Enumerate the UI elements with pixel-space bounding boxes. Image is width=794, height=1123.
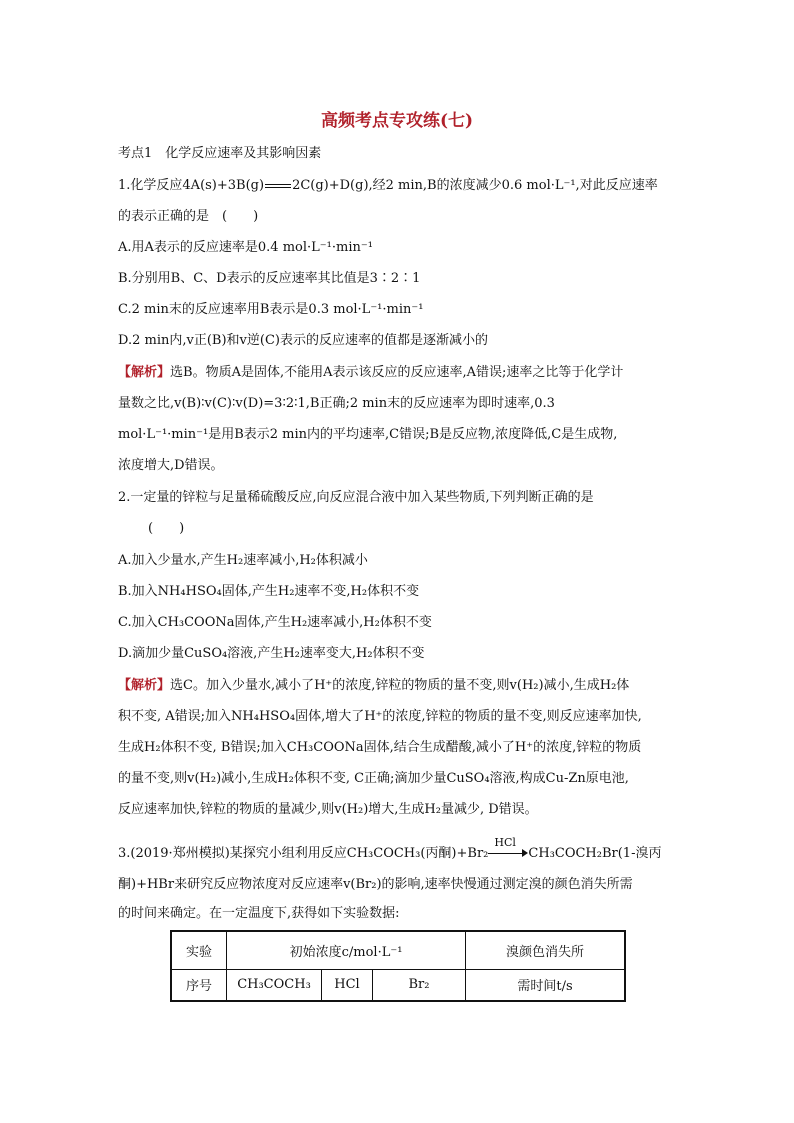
- table-header-br2: Br₂: [373, 969, 466, 1001]
- q2-analysis-line4: 的量不变,则v(H₂)减小,生成H₂体积不变, C正确;滴加少量CuSO₄溶液,构成Cu-Zn原电池,: [118, 771, 629, 786]
- q2-stem-line2: ( ): [148, 521, 185, 536]
- q1-option-a: A.用A表示的反应速率是0.4 mol·L⁻¹·min⁻¹: [118, 240, 373, 255]
- q2-option-c: C.加入CH₃COONa固体,产生H₂速率减小,H₂体积不变: [118, 615, 432, 630]
- analysis-label: 【解析】: [118, 678, 171, 693]
- q2-option-b: B.加入NH₄HSO₄固体,产生H₂速率不变,H₂体积不变: [118, 584, 420, 599]
- q2-option-d: D.滴加少量CuSO₄溶液,产生H₂速率变大,H₂体积不变: [118, 646, 425, 661]
- q1-stem-part-b: 2C(g)+D(g),经2 min,B的浓度减少0.6 mol·L⁻¹,对此反应速率: [292, 178, 658, 193]
- page-title: 高频考点专攻练(七): [320, 111, 474, 131]
- q3-stem-part-a: 3.(2019·郑州模拟)某探究小组利用反应CH₃COCH₃(丙酮)+Br₂: [118, 846, 489, 861]
- q3-stem-part-b: CH₃COCH₂Br(1-溴丙: [528, 846, 662, 861]
- table-header-concentration: 初始浓度c/mol·L⁻¹: [227, 931, 466, 969]
- section-heading: 考点1 化学反应速率及其影响因素: [118, 146, 322, 161]
- q1-option-c: C.2 min末的反应速率用B表示是0.3 mol·L⁻¹·min⁻¹: [118, 302, 424, 317]
- q2-analysis-line2: 积不变, A错误;加入NH₄HSO₄固体,增大了H⁺的浓度,锌粒的物质的量不变,则反应速率加快,: [118, 709, 642, 724]
- q3-stem-line2: 酮)+HBr来研究反应物浓度对反应速率v(Br₂)的影响,速率快慢通过测定溴的颜色消失所需: [118, 877, 633, 892]
- q1-analysis-line2: 量数之比,v(B)∶v(C)∶v(D)=3∶2∶1,B正确;2 min末的反应速率为即时速率,0.3: [118, 396, 555, 411]
- table-header-time-bottom: 需时间t/s: [466, 969, 626, 1001]
- q1-analysis-line1: [118, 365, 623, 381]
- q3-stem: [118, 835, 662, 862]
- q1-analysis-line4: 浓度增大,D错误。: [118, 458, 224, 473]
- q2-stem: 2.一定量的锌粒与足量稀硫酸反应,向反应混合液中加入某些物质,下列判断正确的是: [118, 490, 594, 505]
- equilibrium-arrow-icon: [265, 184, 291, 188]
- experiment-table: [170, 930, 626, 1002]
- q1-stem: [118, 178, 658, 194]
- q1-stem-line2: 的表示正确的是 ( ): [118, 209, 259, 224]
- q1-stem-part-a: 1.化学反应4A(s)+3B(g): [118, 178, 265, 193]
- table-header-acetone: CH₃COCH₃: [227, 969, 322, 1001]
- q2-analysis-line1: [118, 678, 629, 694]
- reaction-arrow-icon: [488, 835, 528, 859]
- q1-analysis-line3: mol·L⁻¹·min⁻¹是用B表示2 min内的平均速率,C错误;B是反应物,浓度降低,C是生成物,: [118, 427, 618, 442]
- q1-option-b: B.分别用B、C、D表示的反应速率其比值是3∶2∶1: [118, 271, 421, 286]
- q1-analysis-text1: 选B。物质A是固体,不能用A表示该反应的反应速率,A错误;速率之比等于化学计: [170, 365, 624, 380]
- catalyst-label: HCl: [494, 835, 516, 849]
- table-header-time-top: 溴颜色消失所: [466, 931, 626, 969]
- table-header-hcl: HCl: [322, 969, 373, 1001]
- q2-analysis-line5: 反应速率加快,锌粒的物质的量减少,则v(H₂)增大,生成H₂量减少, D错误。: [118, 802, 538, 817]
- table-header-exp-top: 实验: [171, 931, 227, 969]
- q2-analysis-line3: 生成H₂体积不变, B错误;加入CH₃COONa固体,结合生成醋酸,减小了H⁺的浓度,锌粒的物质: [118, 740, 642, 755]
- analysis-label: 【解析】: [118, 365, 171, 380]
- q2-option-a: A.加入少量水,产生H₂速率减小,H₂体积减小: [118, 553, 368, 568]
- q3-stem-line3: 的时间来确定。在一定温度下,获得如下实验数据:: [118, 906, 400, 921]
- q2-analysis-text1: 选C。加入少量水,减小了H⁺的浓度,锌粒的物质的量不变,则v(H₂)减小,生成H₂体: [170, 678, 630, 693]
- table-header-exp-bottom: 序号: [171, 969, 227, 1001]
- q1-option-d: D.2 min内,v正(B)和v逆(C)表示的反应速率的值都是逐渐减小的: [118, 333, 488, 348]
